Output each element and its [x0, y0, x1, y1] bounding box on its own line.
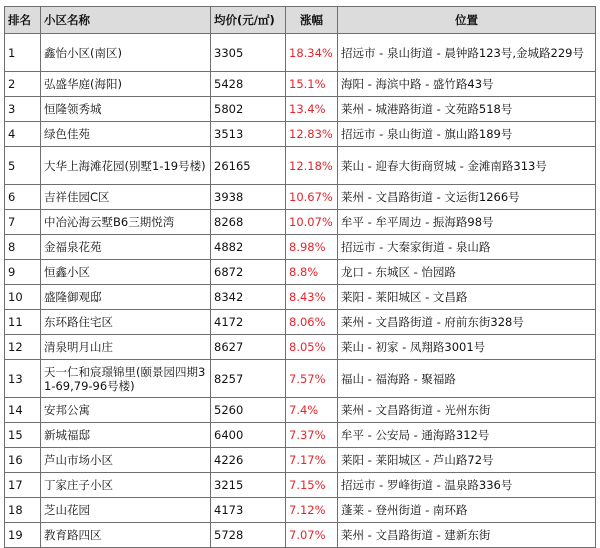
rank-cell: 4 — [5, 122, 41, 147]
rise-cell: 10.67% — [286, 185, 338, 210]
header-location: 位置 — [338, 7, 596, 34]
price-cell: 4882 — [211, 235, 286, 260]
header-name: 小区名称 — [41, 7, 211, 34]
table-row — [5, 423, 596, 448]
location-cell: 招远市 - 大秦家街道 - 泉山路 — [338, 235, 596, 260]
rank-cell: 8 — [5, 235, 41, 260]
price-cell: 3305 — [211, 34, 286, 72]
location-cell: 海阳 - 海滨中路 - 盛竹路43号 — [338, 72, 596, 97]
name-cell: 弘盛华庭(海阳) — [41, 72, 211, 97]
rise-cell: 8.43% — [286, 285, 338, 310]
rank-cell: 15 — [5, 423, 41, 448]
price-cell: 5802 — [211, 97, 286, 122]
location-cell: 莱州 - 文昌路街道 - 府前东街328号 — [338, 310, 596, 335]
table-row — [5, 360, 596, 398]
rank-cell: 6 — [5, 185, 41, 210]
price-rise-table — [4, 6, 596, 548]
price-cell: 8342 — [211, 285, 286, 310]
table-row — [5, 72, 596, 97]
name-cell: 恒鑫小区 — [41, 260, 211, 285]
location-cell: 莱州 - 城港路街道 - 文苑路518号 — [338, 97, 596, 122]
table-row — [5, 310, 596, 335]
name-cell: 教育路四区 — [41, 523, 211, 548]
price-cell: 5728 — [211, 523, 286, 548]
table-row — [5, 97, 596, 122]
rise-cell: 7.37% — [286, 423, 338, 448]
header-price: 均价(元/㎡) — [211, 7, 286, 34]
location-cell: 莱山 - 初家 - 凤翔路3001号 — [338, 335, 596, 360]
name-cell: 清泉明月山庄 — [41, 335, 211, 360]
table-row — [5, 523, 596, 548]
rise-cell: 12.83% — [286, 122, 338, 147]
rank-cell: 17 — [5, 473, 41, 498]
price-cell: 3938 — [211, 185, 286, 210]
rank-cell: 7 — [5, 210, 41, 235]
location-cell: 招远市 - 罗峰街道 - 温泉路336号 — [338, 473, 596, 498]
rank-cell: 1 — [5, 34, 41, 72]
rise-cell: 13.4% — [286, 97, 338, 122]
rank-cell: 18 — [5, 498, 41, 523]
name-cell: 恒隆领秀城 — [41, 97, 211, 122]
name-cell: 吉祥佳园C区 — [41, 185, 211, 210]
price-cell: 5428 — [211, 72, 286, 97]
table-row — [5, 398, 596, 423]
table-row — [5, 473, 596, 498]
location-cell: 莱阳 - 莱阳城区 - 文昌路 — [338, 285, 596, 310]
name-cell: 新城福邸 — [41, 423, 211, 448]
name-cell: 安邦公寓 — [41, 398, 211, 423]
price-cell: 3215 — [211, 473, 286, 498]
rise-cell: 8.8% — [286, 260, 338, 285]
price-cell: 8627 — [211, 335, 286, 360]
rise-cell: 7.12% — [286, 498, 338, 523]
rise-cell: 7.57% — [286, 360, 338, 398]
location-cell: 蓬莱 - 登州街道 - 南环路 — [338, 498, 596, 523]
table-row — [5, 285, 596, 310]
table-row — [5, 235, 596, 260]
rise-cell: 8.06% — [286, 310, 338, 335]
rank-cell: 16 — [5, 448, 41, 473]
table-row — [5, 122, 596, 147]
table-row — [5, 448, 596, 473]
rank-cell: 10 — [5, 285, 41, 310]
rank-cell: 2 — [5, 72, 41, 97]
location-cell: 莱州 - 文昌路街道 - 文运街1266号 — [338, 185, 596, 210]
rise-cell: 10.07% — [286, 210, 338, 235]
rank-cell: 5 — [5, 147, 41, 185]
rank-cell: 3 — [5, 97, 41, 122]
name-cell: 天一仁和宸璟锦里(颐景园四期31-69,79-96号楼) — [41, 360, 211, 398]
price-cell: 4172 — [211, 310, 286, 335]
table-row — [5, 185, 596, 210]
location-cell: 莱阳 - 莱阳城区 - 芦山路72号 — [338, 448, 596, 473]
location-cell: 招远市 - 泉山街道 - 旗山路189号 — [338, 122, 596, 147]
name-cell: 金福泉花苑 — [41, 235, 211, 260]
location-cell: 福山 - 福海路 - 聚福路 — [338, 360, 596, 398]
header-row — [5, 7, 596, 34]
rise-cell: 7.15% — [286, 473, 338, 498]
rise-cell: 7.4% — [286, 398, 338, 423]
price-cell: 6872 — [211, 260, 286, 285]
rise-cell: 8.05% — [286, 335, 338, 360]
name-cell: 绿色佳苑 — [41, 122, 211, 147]
table-row — [5, 498, 596, 523]
location-cell: 龙口 - 东城区 - 怡园路 — [338, 260, 596, 285]
name-cell: 中冶沁海云墅B6三期悦湾 — [41, 210, 211, 235]
location-cell: 莱州 - 文昌路街道 - 建新东街 — [338, 523, 596, 548]
rise-cell: 7.17% — [286, 448, 338, 473]
name-cell: 盛隆御观邸 — [41, 285, 211, 310]
rank-cell: 12 — [5, 335, 41, 360]
price-cell: 4226 — [211, 448, 286, 473]
name-cell: 丁家庄子小区 — [41, 473, 211, 498]
rank-cell: 14 — [5, 398, 41, 423]
rise-cell: 12.18% — [286, 147, 338, 185]
name-cell: 鑫怡小区(南区) — [41, 34, 211, 72]
rise-cell: 15.1% — [286, 72, 338, 97]
price-cell: 5260 — [211, 398, 286, 423]
table-row — [5, 260, 596, 285]
location-cell: 莱州 - 文昌路街道 - 光州东街 — [338, 398, 596, 423]
table-row — [5, 147, 596, 185]
price-cell: 6400 — [211, 423, 286, 448]
price-cell: 8268 — [211, 210, 286, 235]
header-rank: 排名 — [5, 7, 41, 34]
rank-cell: 11 — [5, 310, 41, 335]
price-cell: 8257 — [211, 360, 286, 398]
table-row — [5, 34, 596, 72]
name-cell: 东环路住宅区 — [41, 310, 211, 335]
rise-cell: 18.34% — [286, 34, 338, 72]
price-cell: 4173 — [211, 498, 286, 523]
table-row — [5, 335, 596, 360]
name-cell: 芝山花园 — [41, 498, 211, 523]
location-cell: 牟平 - 公安局 - 通海路312号 — [338, 423, 596, 448]
location-cell: 莱山 - 迎春大街商贸城 - 金滩南路313号 — [338, 147, 596, 185]
rank-cell: 13 — [5, 360, 41, 398]
rise-cell: 8.98% — [286, 235, 338, 260]
name-cell: 大华上海滩花园(别墅1-19号楼) — [41, 147, 211, 185]
rise-cell: 7.07% — [286, 523, 338, 548]
name-cell: 芦山市场小区 — [41, 448, 211, 473]
price-cell: 3513 — [211, 122, 286, 147]
location-cell: 招远市 - 泉山街道 - 晨钟路123号,金城路229号 — [338, 34, 596, 72]
location-cell: 牟平 - 牟平周边 - 振海路98号 — [338, 210, 596, 235]
rank-cell: 9 — [5, 260, 41, 285]
rank-cell: 19 — [5, 523, 41, 548]
header-rise: 涨幅 — [286, 7, 338, 34]
price-cell: 26165 — [211, 147, 286, 185]
table-row — [5, 210, 596, 235]
